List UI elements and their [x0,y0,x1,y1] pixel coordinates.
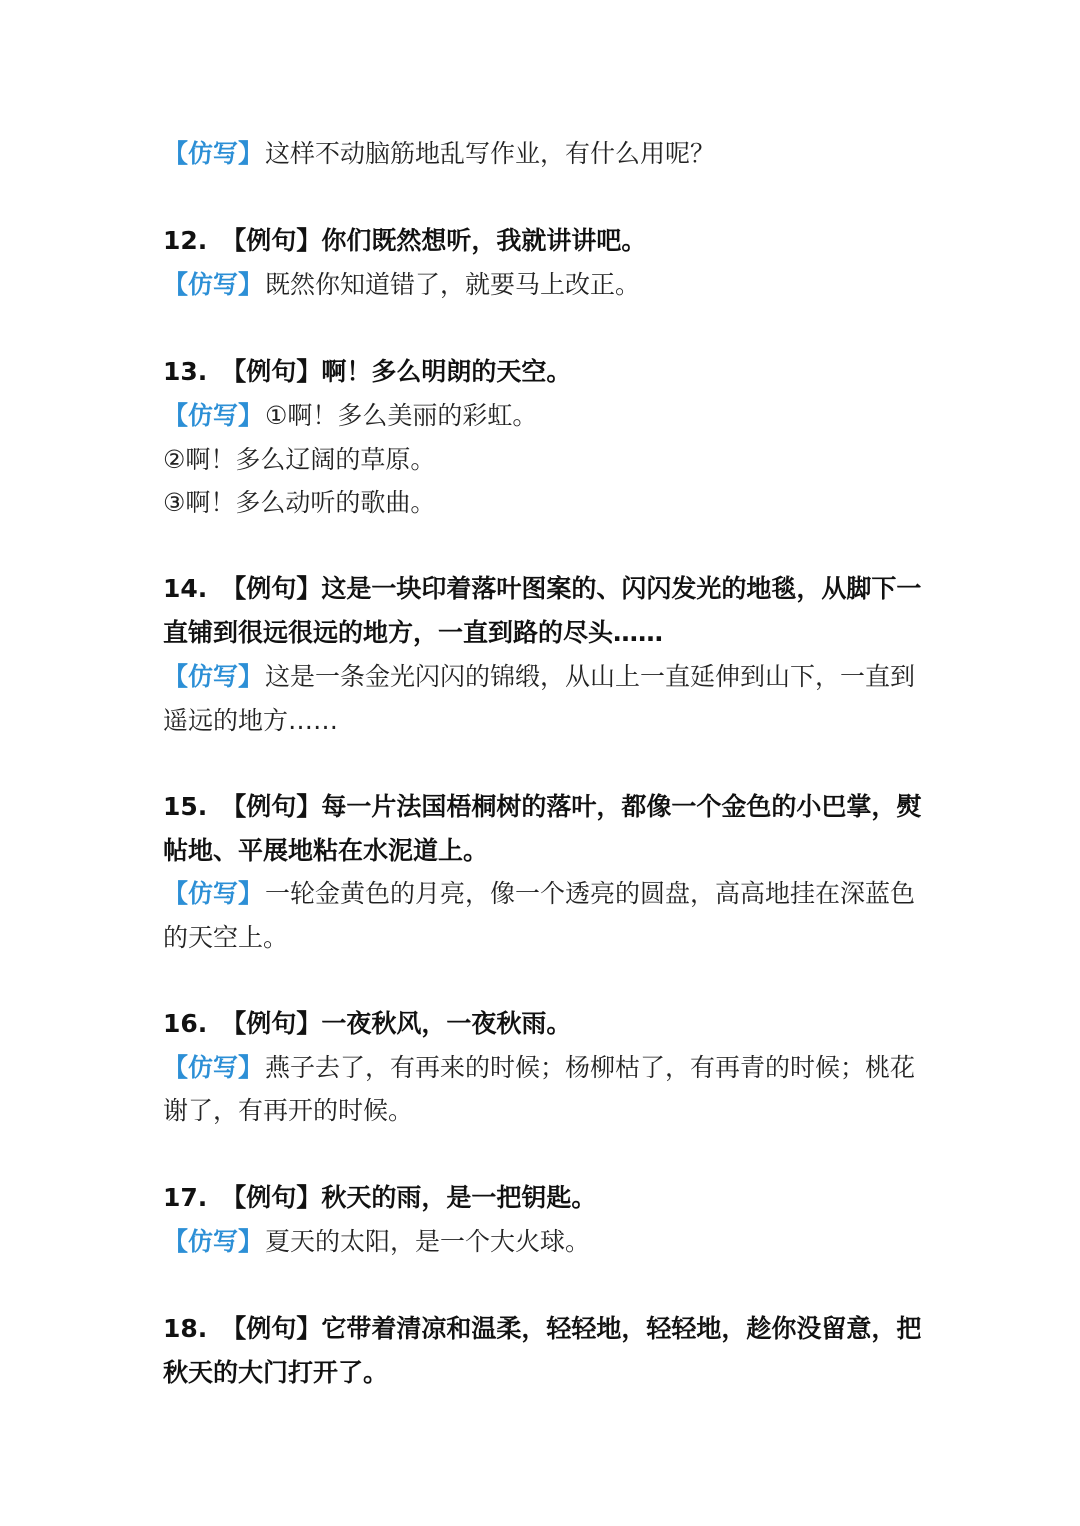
imitation-text: 这是一条金光闪闪的锦缎，从山上一直延伸到山下，一直到 [265,662,916,691]
imitation-line-13-3 [163,481,923,525]
example-line-12 [163,219,923,263]
example-tag: 【例句】 [221,357,322,386]
item-number: 18. [163,1314,208,1343]
imitation-line-16 [163,1046,923,1090]
imitation-text: ③啊！多么动听的歌曲。 [163,488,436,517]
imitation-line-15 [163,872,923,916]
example-tag: 【例句】 [221,792,322,821]
example-text: 秋天的大门打开了。 [163,1358,389,1387]
imitation-line-16-cont [163,1089,923,1133]
example-text: 一夜秋风，一夜秋雨。 [321,1009,572,1038]
imitation-line-11 [163,132,923,176]
imitation-line-13-2 [163,438,923,482]
imitation-line-13 [163,394,923,438]
example-tag: 【例句】 [221,1183,322,1212]
example-text: 直铺到很远很远的地方，一直到路的尽头…… [163,618,664,647]
imitation-text: 一轮金黄色的月亮，像一个透亮的圆盘，高高地挂在深蓝色 [265,879,916,908]
item-number: 13. [163,357,208,386]
example-text: 每一片法国梧桐树的落叶，都像一个金色的小巴掌，熨 [321,792,922,821]
example-line-14-cont [163,611,923,655]
example-line-18 [163,1307,923,1351]
example-tag: 【例句】 [221,1009,322,1038]
example-line-18-cont [163,1351,923,1395]
imitation-line-15-cont [163,916,923,960]
item-number: 17. [163,1183,208,1212]
imitation-line-14-cont [163,699,923,743]
example-line-16 [163,1002,923,1046]
imitation-text: 既然你知道错了，就要马上改正。 [265,270,641,299]
item-number: 16. [163,1009,208,1038]
example-line-14 [163,567,923,611]
example-text: 你们既然想听，我就讲讲吧。 [321,226,647,255]
imitation-tag: 【仿写】 [163,139,264,168]
item-number: 15. [163,792,208,821]
imitation-text: ②啊！多么辽阔的草原。 [163,445,436,474]
imitation-text: 夏天的太阳，是一个大火球。 [265,1227,591,1256]
item-number: 12. [163,226,208,255]
example-line-15 [163,785,923,829]
imitation-tag: 【仿写】 [163,1053,264,1082]
imitation-text: 燕子去了，有再来的时候；杨柳枯了，有再青的时候；桃花 [265,1053,916,1082]
example-text: 这是一块印着落叶图案的、闪闪发光的地毯，从脚下一 [321,574,922,603]
imitation-line-12 [163,263,923,307]
imitation-text: 谢了，有再开的时候。 [163,1096,414,1125]
imitation-line-14 [163,655,923,699]
example-tag: 【例句】 [221,226,322,255]
imitation-text: 这样不动脑筋地乱写作业，有什么用呢？ [265,139,716,168]
example-text: 它带着清凉和温柔，轻轻地，轻轻地，趁你没留意，把 [321,1314,922,1343]
imitation-text: 遥远的地方…… [163,706,339,735]
example-text: 啊！多么明朗的天空。 [321,357,572,386]
imitation-text: ①啊！多么美丽的彩虹。 [265,401,538,430]
imitation-tag: 【仿写】 [163,1227,264,1256]
document-page [163,0,923,1526]
imitation-tag: 【仿写】 [163,401,264,430]
imitation-tag: 【仿写】 [163,879,264,908]
imitation-line-17 [163,1220,923,1264]
item-number: 14. [163,574,208,603]
example-tag: 【例句】 [221,574,322,603]
example-line-15-cont [163,829,923,873]
example-tag: 【例句】 [221,1314,322,1343]
example-line-13 [163,350,923,394]
imitation-tag: 【仿写】 [163,662,264,691]
imitation-text: 的天空上。 [163,923,289,952]
imitation-tag: 【仿写】 [163,270,264,299]
example-line-17 [163,1176,923,1220]
example-text: 帖地、平展地粘在水泥道上。 [163,836,489,865]
example-text: 秋天的雨，是一把钥匙。 [321,1183,597,1212]
